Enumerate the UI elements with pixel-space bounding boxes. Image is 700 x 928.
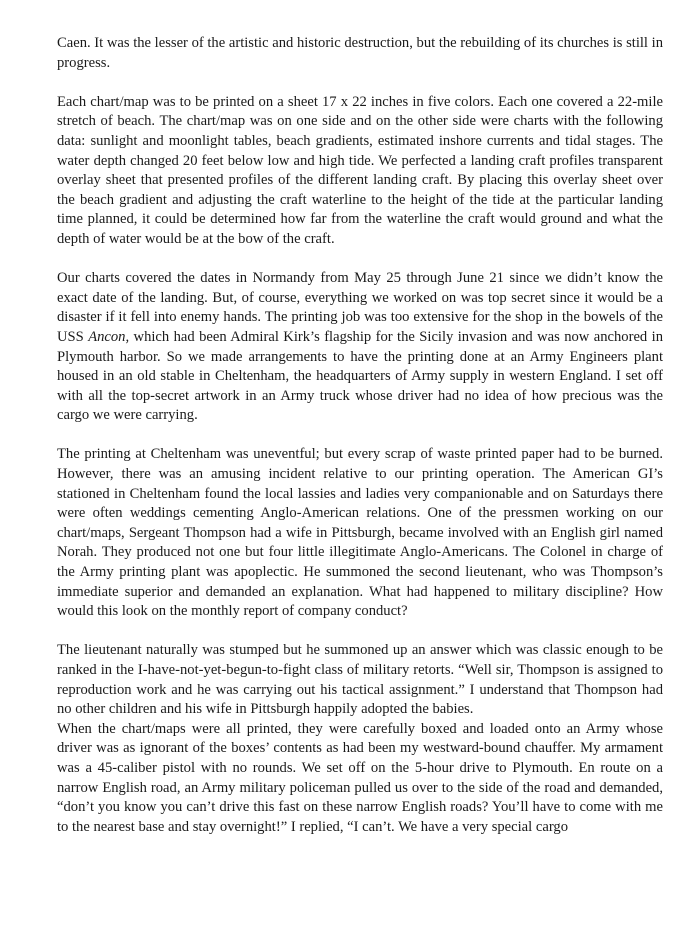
paragraph-cheltenham-printing: The printing at Cheltenham was uneventful; but every scrap of waste printed paper had to be burned. However, there was an amusing incident relative to our printing operation. The American GI’s stationed in Cheltenham found the local lassies and ladies very companionable and on Saturdays there were often weddings cementing Anglo-American relations. One of the pressmen working on our chart/maps, Sergeant Thompson had a wife in Pittsburgh, became involved with an English girl named Norah. They produced not one but four little illegitimate Anglo-Americans. The Colonel in charge of the Army printing plant was apoplectic. He summoned the second lieutenant, who was Thompson’s immediate superior and demanded an explanation. What had happened to military discipline? How would this look on the monthly report of company conduct? (57, 446, 663, 620)
paragraph-caen: Caen. It was the lesser of the artistic and historic destruction, but the rebuilding of its churches is still in progress. (57, 35, 663, 71)
paragraph-chart-map-specs: Each chart/map was to be printed on a sheet 17 x 22 inches in five colors. Each one covered a 22-mile stretch of beach. The chart/map was on one side and on the other side were charts with the following data: sunlight and moonlight tables, beach gradients, estimated inshore currents and tidal stages. The water depth changed 20 feet below low and high tide. We perfected a landing craft profiles transparent overlay sheet that presented profiles of the different landing craft. By placing this overlay sheet over the beach gradient and adjusting the craft waterline to the height of the tide at the particular landing time planned, it could be determined how far from the waterline the craft would ground and what the depth of water would be at the bow of the craft. (57, 93, 663, 247)
paragraph-plymouth-drive: When the chart/maps were all printed, they were carefully boxed and loaded onto an Army whose driver was as ignorant of the boxes’ contents as had been my westward-bound chauffer. My armament was a 45-caliber pistol with no rounds. We set off on the 5-hour drive to Plymouth. En route on a narrow English road, an Army military policeman pulled us over to the side of the road and demanded, “don’t you know you can’t drive this fast on these narrow English roads? You’ll have to come with me to the nearest base and stay overnight!” I replied, “I can’t. We have a very special cargo (57, 720, 663, 835)
paragraph-normandy-dates (57, 269, 663, 426)
body-text (57, 34, 663, 837)
paragraph-normandy-text-a: Our charts covered the dates in Normandy from May 25 through June 21 since we didn’t know the exact date of the landing. But, of course, everything we worked on was top secret since it would be a disaster if it fell into enemy hands. The printing job was too extensive for the shop in the bowels of the USS (57, 270, 663, 345)
paragraph-normandy-text-b: which had been Admiral Kirk’s flagship for the Sicily invasion and was now anchored in Plymouth harbor. So we made arrangements to have the printing done at an Army Engineers plant housed in an old stable in Cheltenham, the headquarters of Army supply in western England. I set off with all the top-secret artwork in an Army truck whose driver had no idea of how precious was the cargo we were carrying. (57, 328, 663, 424)
ship-name-italic: Ancon, (88, 328, 130, 345)
paragraph-lieutenant-retort: The lieutenant naturally was stumped but he summoned up an answer which was classic enough to be ranked in the I-have-not-yet-begun-to-fight class of military retorts. “Well sir, Thompson is assigned to reproduction work and he was carrying out his tactical assignment.” I understand that Thompson had no other children and his wife in Pittsburgh happily adopted the babies. (57, 642, 663, 718)
